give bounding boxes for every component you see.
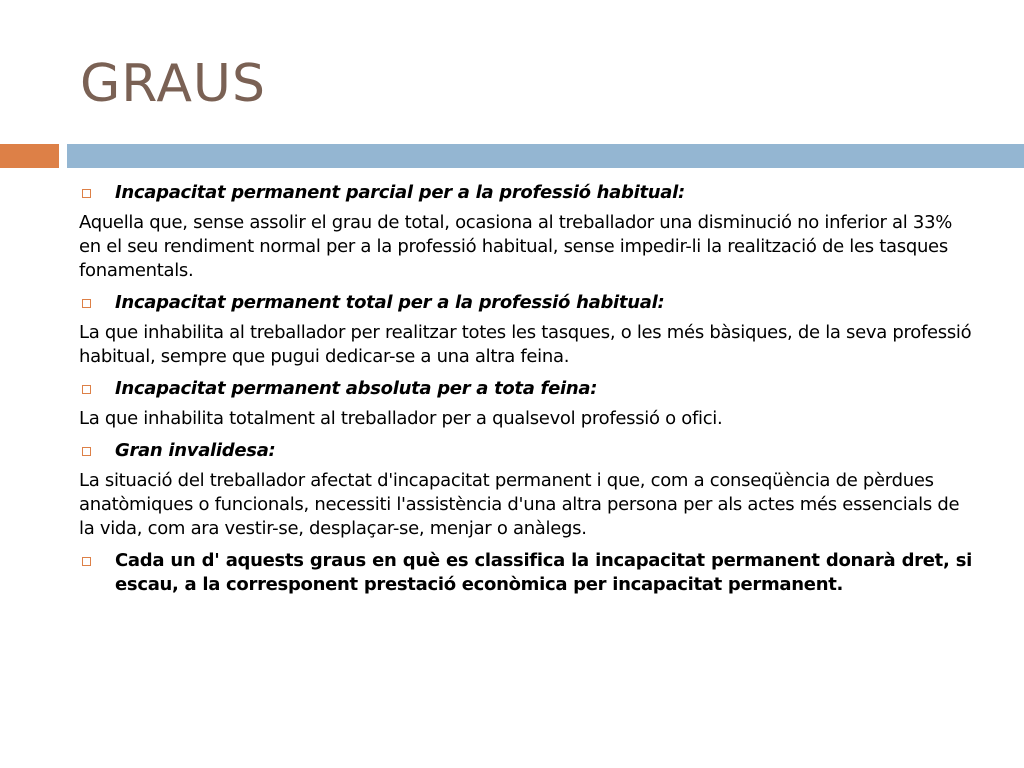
slide-title: GRAUS: [80, 54, 266, 114]
closing-text: Cada un d' aquests graus en què es classifica la incapacitat permanent donarà dret, si escau, a la corresponent prestació econòmica per incapacitat permanent.: [115, 550, 972, 595]
square-bullet-icon: [82, 299, 91, 308]
bullet-closing: [79, 549, 972, 597]
square-bullet-icon: [82, 447, 91, 456]
bullet-heading-gran-invalidesa: [79, 439, 972, 463]
bullet-heading-partial: [79, 181, 972, 205]
bullet-heading-text: Incapacitat permanent total per a la professió habitual:: [115, 292, 665, 313]
accent-bar-blue: [67, 144, 1024, 168]
paragraph-total: La que inhabilita al treballador per realitzar totes les tasques, o les més bàsiques, de la seva professió habitual, sempre que pugui dedicar-se a una altra feina.: [79, 322, 972, 367]
square-bullet-icon: [82, 557, 91, 566]
square-bullet-icon: [82, 385, 91, 394]
bullet-heading-text: Gran invalidesa:: [115, 440, 276, 461]
accent-bar-orange: [0, 144, 59, 168]
bullet-heading-total: [79, 291, 972, 315]
bullet-heading-text: Incapacitat permanent absoluta per a tota feina:: [115, 378, 598, 399]
square-bullet-icon: [82, 189, 91, 198]
bullet-heading-absolute: [79, 377, 972, 401]
slide-content: [79, 181, 972, 603]
paragraph-gran-invalidesa: La situació del treballador afectat d'incapacitat permanent i que, com a conseqüència de pèrdues anatòmiques o funcionals, necessiti l'assistència d'una altra persona per als actes més essencials de la vida, com ara vestir-se, desplaçar-se, menjar o anàlegs.: [79, 470, 960, 539]
paragraph-absolute: La que inhabilita totalment al treballador per a qualsevol professió o ofici.: [79, 408, 723, 429]
bullet-heading-text: Incapacitat permanent parcial per a la professió habitual:: [115, 182, 685, 203]
paragraph-partial: Aquella que, sense assolir el grau de total, ocasiona al treballador una disminució no inferior al 33% en el seu rendiment normal per a la professió habitual, sense impedir-li la realització de les tasques fonamentals.: [79, 212, 953, 281]
